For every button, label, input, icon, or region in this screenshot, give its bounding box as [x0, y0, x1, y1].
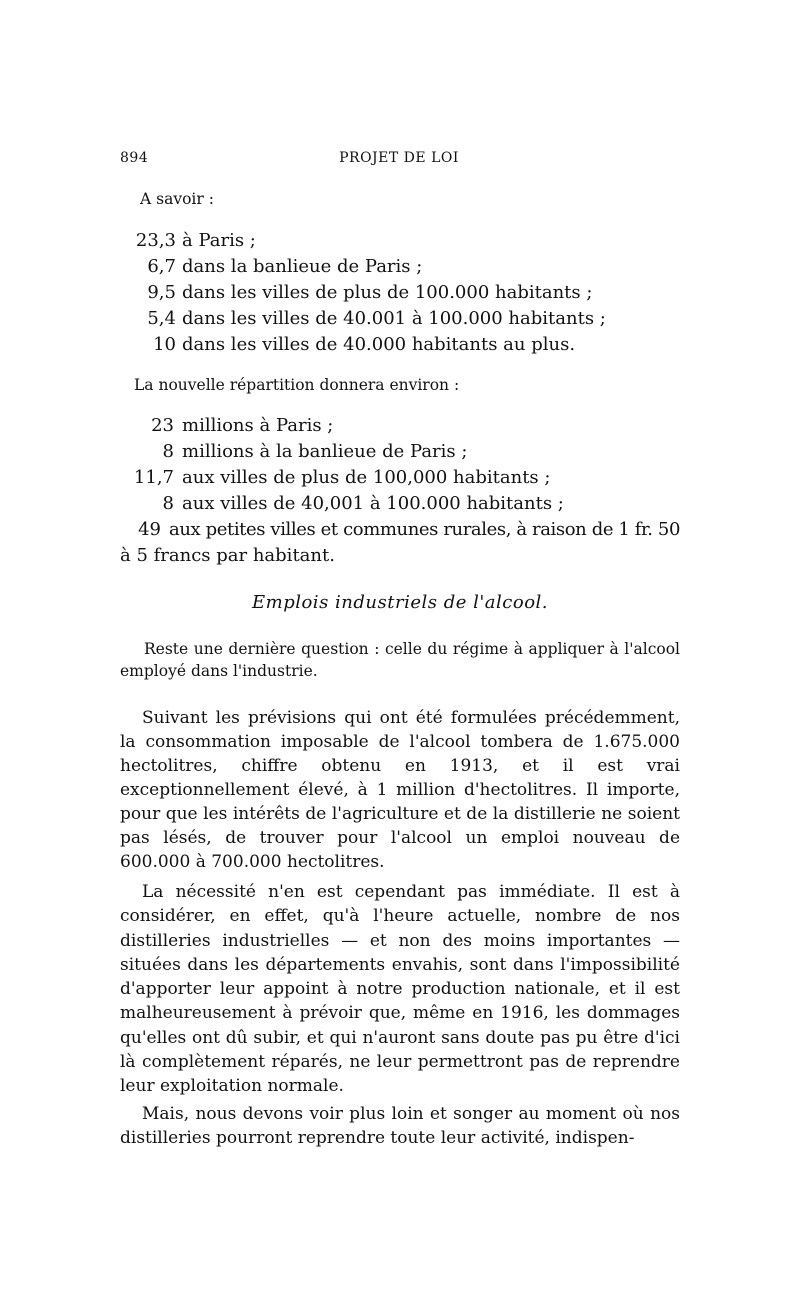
list-item-text: millions à la banlieue de Paris ;	[182, 441, 468, 462]
intro-text: A savoir :	[140, 190, 214, 208]
running-head: PROJET DE LOI	[339, 150, 459, 166]
list-item-value: 8	[162, 493, 174, 514]
list-item-text: aux villes de plus de 100,000 habitants ;	[182, 467, 551, 488]
body-paragraph: Mais, nous devons voir plus loin et songer au moment où nos distilleries pourront reprendre toute leur activité, indispen-	[120, 1104, 680, 1148]
list-item	[120, 517, 680, 543]
list-item	[120, 254, 680, 280]
list-item-text: aux villes de 40,001 à 100.000 habitants ;	[182, 493, 564, 514]
list-continuation: à 5 francs par habitant.	[120, 545, 335, 566]
question-paragraph: Reste une dernière question : celle du régime à appliquer à l'alcool employé dans l'industrie.	[120, 640, 680, 680]
list-item-value: 8	[162, 441, 174, 462]
list-item-value: 49	[138, 519, 162, 540]
current-breakdown-list	[120, 228, 680, 358]
page-header	[120, 150, 678, 170]
list-item-text: dans la banlieue de Paris ;	[182, 256, 423, 277]
body-paragraph: La nécessité n'en est cependant pas immédiate. Il est à considérer, en effet, qu'à l'heure actuelle, nombre de nos distilleries industrielles — et non des moins importantes — situées dans les départements envahis, sont dans l'impossibilité d'apporter leur appoint à notre production nationale, et il est malheureusement à prévoir que, même en 1916, les dommages qu'elles ont dû subir, et qui n'auront sans doute pas pu être d'ici là complètement réparés, ne leur permettront pas de reprendre leur exploitation normale.	[120, 882, 680, 1097]
list-item-value: 23	[151, 415, 174, 436]
new-repartition-intro: La nouvelle répartition donnera environ :	[134, 376, 460, 394]
list-item-text: à Paris ;	[182, 230, 256, 251]
list-item-value: 5,4	[147, 308, 176, 329]
list-item-value: 11,7	[133, 467, 174, 488]
list-item-text: aux petites villes et communes rurales, à raison de 1 fr. 50	[169, 519, 680, 540]
list-item-value: 9,5	[147, 282, 176, 303]
list-item-text: dans les villes de 40.000 habitants au plus.	[182, 334, 576, 355]
list-item	[120, 465, 680, 491]
list-item	[120, 280, 680, 306]
list-item	[120, 332, 680, 358]
list-item-value: 23,3	[135, 230, 176, 251]
list-item	[120, 491, 680, 517]
list-item-text: dans les villes de 40.001 à 100.000 habitants ;	[182, 308, 606, 329]
list-item-text: dans les villes de plus de 100.000 habitants ;	[182, 282, 593, 303]
page-number: 894	[120, 150, 149, 166]
list-item	[120, 306, 680, 332]
list-item	[120, 413, 680, 439]
list-item-value: 6,7	[147, 256, 176, 277]
section-title: Emplois industriels de l'alcool.	[251, 592, 549, 613]
list-item-text: millions à Paris ;	[182, 415, 334, 436]
list-item-value: 10	[153, 334, 176, 355]
new-breakdown-list	[120, 413, 680, 569]
list-item	[120, 228, 680, 254]
list-item	[120, 439, 680, 465]
body-paragraph: Suivant les prévisions qui ont été formulées précédemment, la consommation imposable de l'alcool tombera de 1.675.000 hectolitres, chiffre obtenu en 1913, et il est vrai exceptionnellement élevé, à 1 million d'hectolitres. Il importe, pour que les intérêts de l'agriculture et de la distillerie ne soient pas lésés, de trouver pour l'alcool un emploi nouveau de 600.000 à 700.000 hectolitres.	[120, 708, 680, 872]
